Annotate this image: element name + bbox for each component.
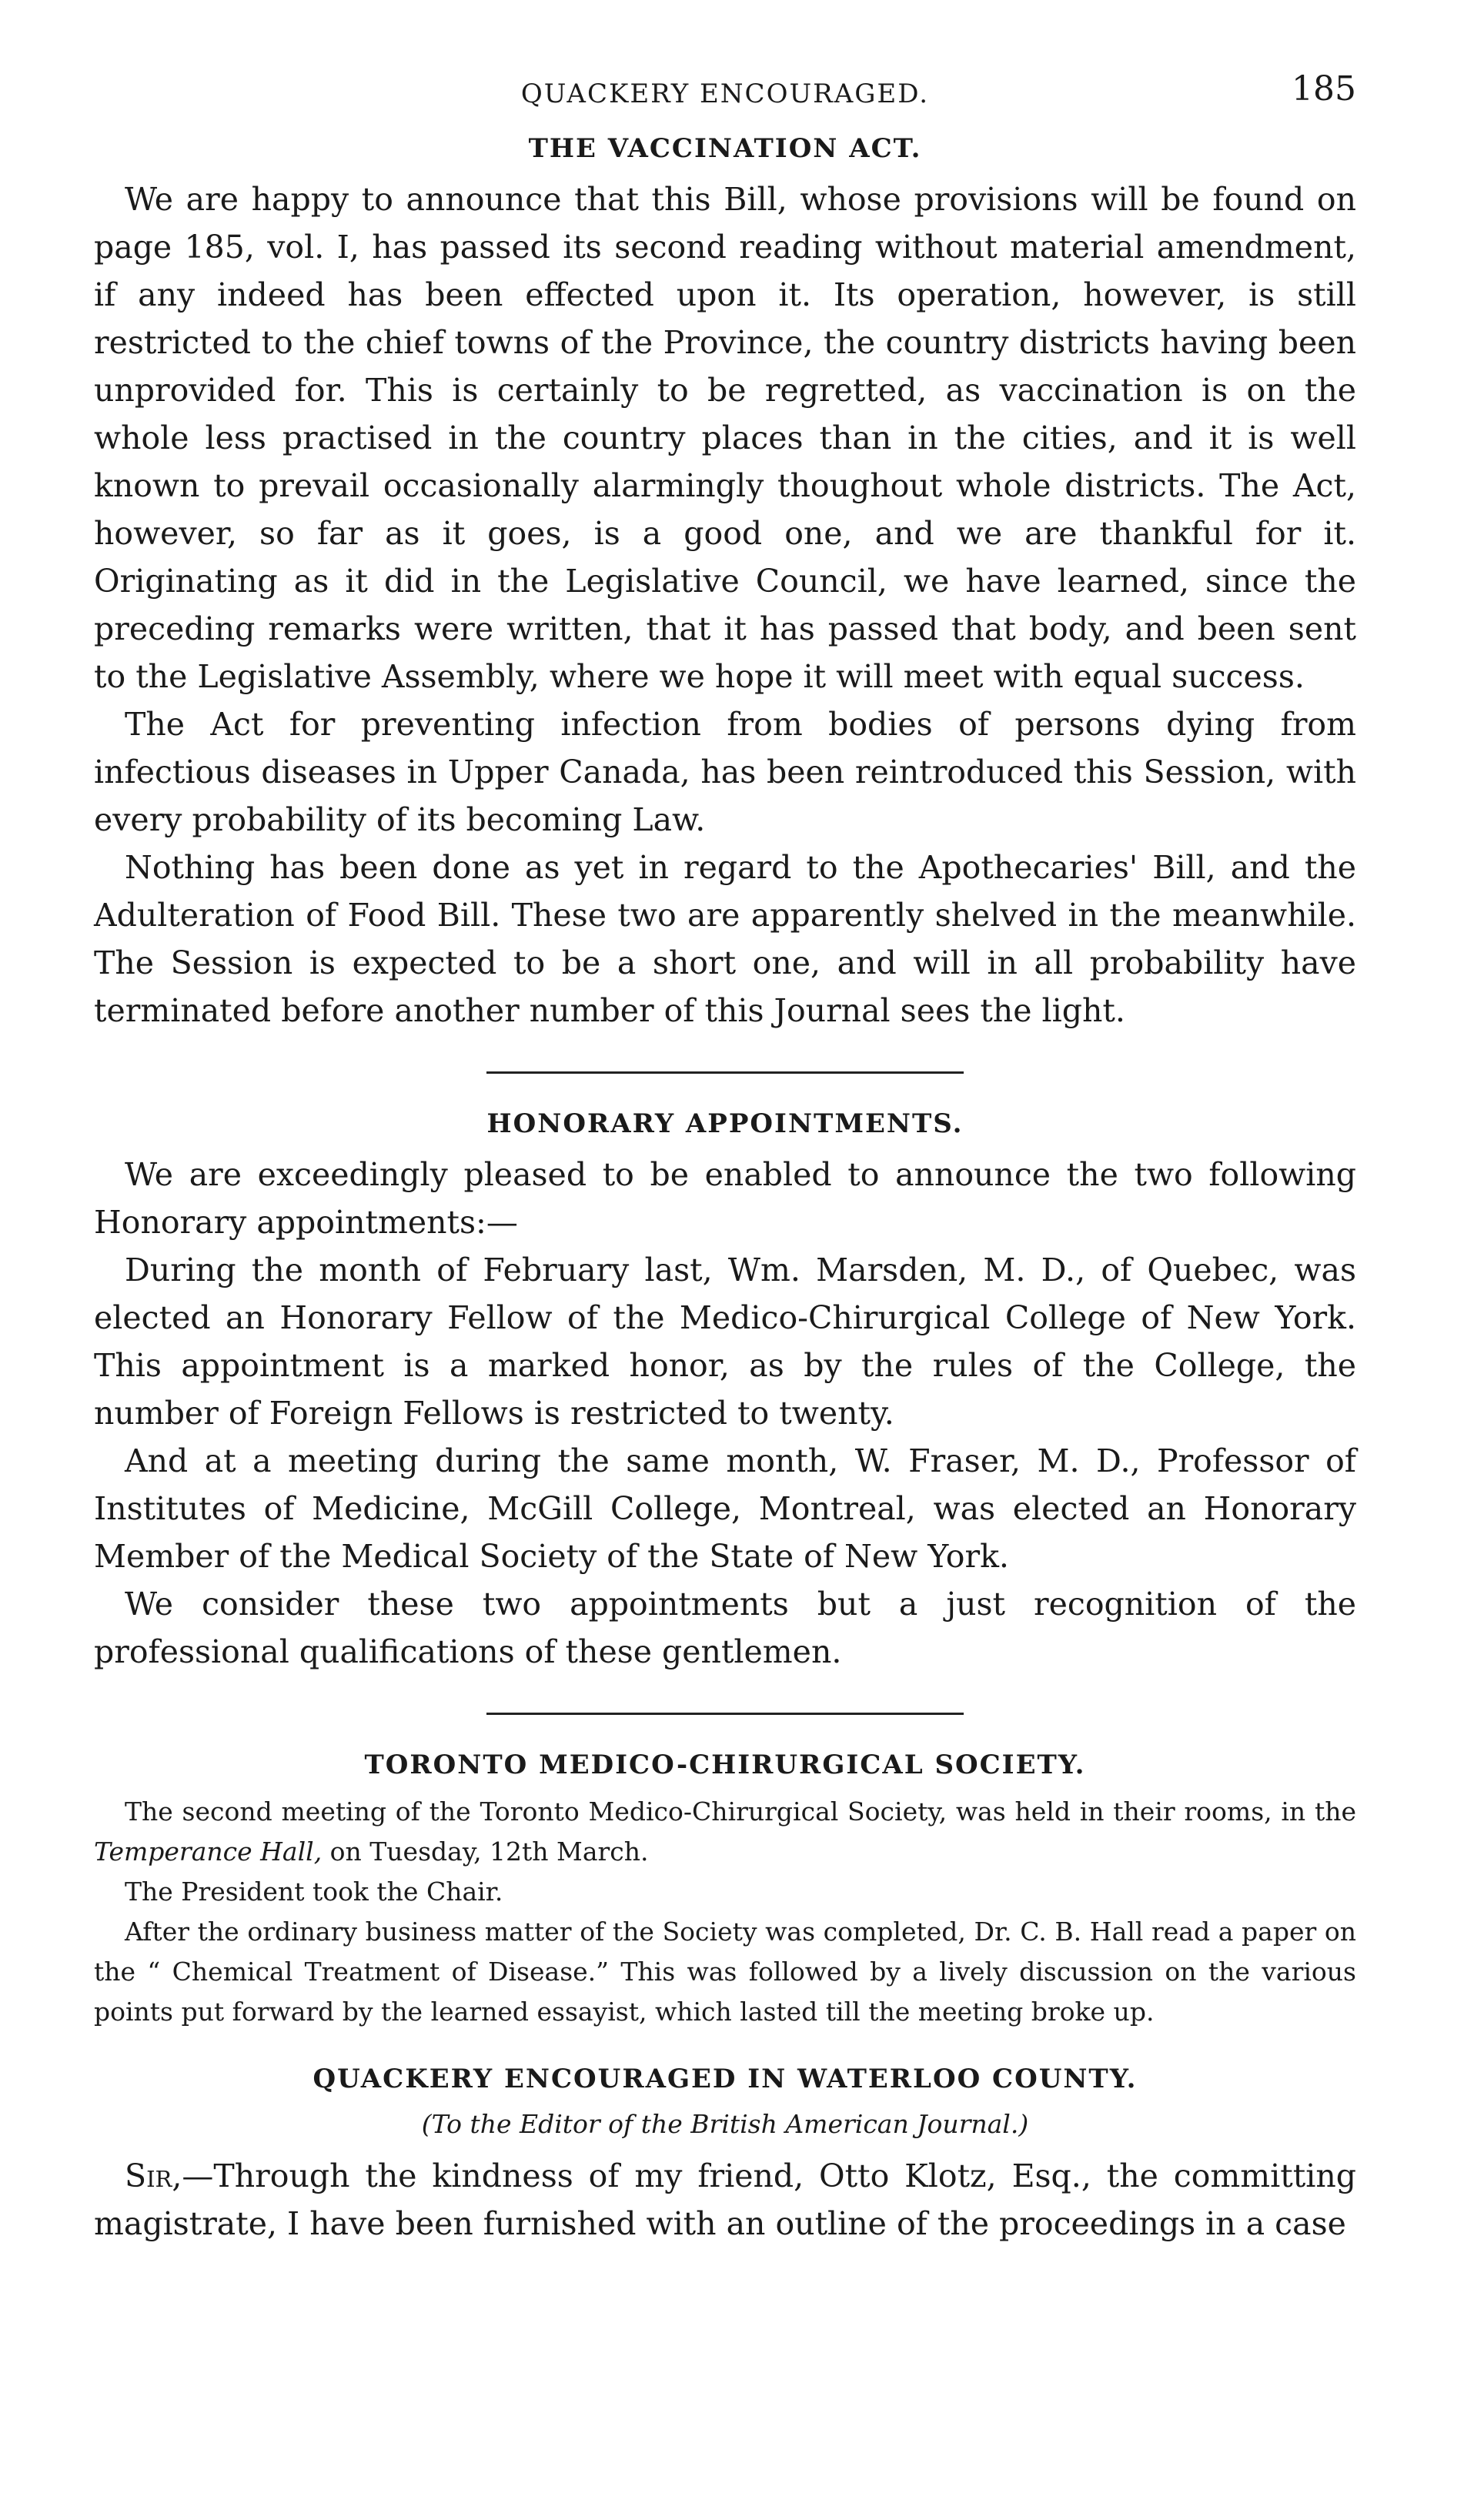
section-title: THE VACCINATION ACT.: [528, 133, 922, 164]
section-toronto-society: [94, 1746, 1356, 2032]
section-title: HONORARY APPOINTMENTS.: [486, 1108, 964, 1139]
section-waterloo-quackery: [94, 2060, 1356, 2248]
paragraph: And at a meeting during the same month, W. Fraser, M. D., Professor of Institutes of Medicine, McGill College, Montreal, was elected an Honorary Member of the Medical Society of the State of New York.: [94, 1442, 1356, 1575]
running-head: [94, 69, 1356, 123]
paragraph: After the ordinary business matter of the Society was completed, Dr. C. B. Hall read a paper on the “ Chemical Treatment of Disease.” This was followed by a lively discussion on the various points put forward by the learned essayist, which lasted till the meeting broke up.: [94, 1917, 1356, 2027]
italic-text: Temperance Hall,: [94, 1837, 323, 1867]
section-title: TORONTO MEDICO-CHIRURGICAL SOCIETY.: [364, 1750, 1086, 1780]
paragraph: The Act for preventing infection from bodies of persons dying from infectious diseases in Upper Canada, has been reintroduced this Session, with every probability of its becoming Law.: [94, 706, 1356, 838]
paragraph: We consider these two appointments but a just recognition of the professional qualifications of these gentlemen.: [94, 1586, 1356, 1670]
paragraph: Nothing has been done as yet in regard to the Apothecaries' Bill, and the Adulteration of Food Bill. These two are apparently shelved in the meanwhile. The Session is expected to be a short one, and will in all probability have terminated before another number of this Journal sees the light.: [94, 849, 1356, 1029]
paragraph: We are exceedingly pleased to be enabled to announce the two following Honorary appointments:—: [94, 1156, 1356, 1241]
page-number: 185: [1292, 69, 1356, 109]
byline: (To the Editor of the British American Journal.): [421, 2109, 1029, 2139]
paragraph: [94, 2152, 1356, 2248]
paragraph: The President took the Chair.: [125, 1877, 503, 1907]
text-run: The second meeting of the Toronto Medico-Chirurgical Society, was held in their rooms, in the: [125, 1796, 1356, 1827]
section-honorary-appointments: [94, 1105, 1356, 1676]
section-divider: [486, 1071, 964, 1074]
paragraph: During the month of February last, Wm. Marsden, M. D., of Quebec, was elected an Honorary Fellow of the Medico-Chirurgical College of New York. This appointment is a marked honor, as by the rules of the College, the number of Foreign Fellows is restricted to twenty.: [94, 1252, 1356, 1432]
section-vaccination-act: [94, 129, 1356, 1034]
paragraph: We are happy to announce that this Bill, whose provisions will be found on page 185, vol. I, has passed its second reading without material amendment, if any indeed has been effected upon it. Its operation, however, is still restricted to the chief towns of the Province, the country districts having been unprovided for. This is certainly to be regretted, as vaccination is on the whole less practised in the country places than in the cities, and it is well known to prevail occasionally alarmingly thoughout whole districts. The Act, however, so far as it goes, is a good one, and we are thankful for it. Originating as it did in the Legislative Council, we have learned, since the preceding remarks were written, that it has passed that body, and been sent to the Legislative Assembly, where we hope it will meet with equal success.: [94, 181, 1356, 695]
paragraph: [94, 1792, 1356, 1872]
section-divider: [486, 1713, 964, 1715]
salutation: Sir,: [125, 2157, 182, 2194]
text-run: —Through the kindness of my friend, Otto Klotz, Esq., the committing magistrate, I have been furnished with an outline of the proceedings in a case: [94, 2157, 1356, 2242]
running-title: QUACKERY ENCOURAGED.: [520, 79, 930, 109]
text-run: on Tuesday, 12th March.: [322, 1837, 649, 1867]
section-title: QUACKERY ENCOURAGED IN WATERLOO COUNTY.: [313, 2064, 1138, 2094]
